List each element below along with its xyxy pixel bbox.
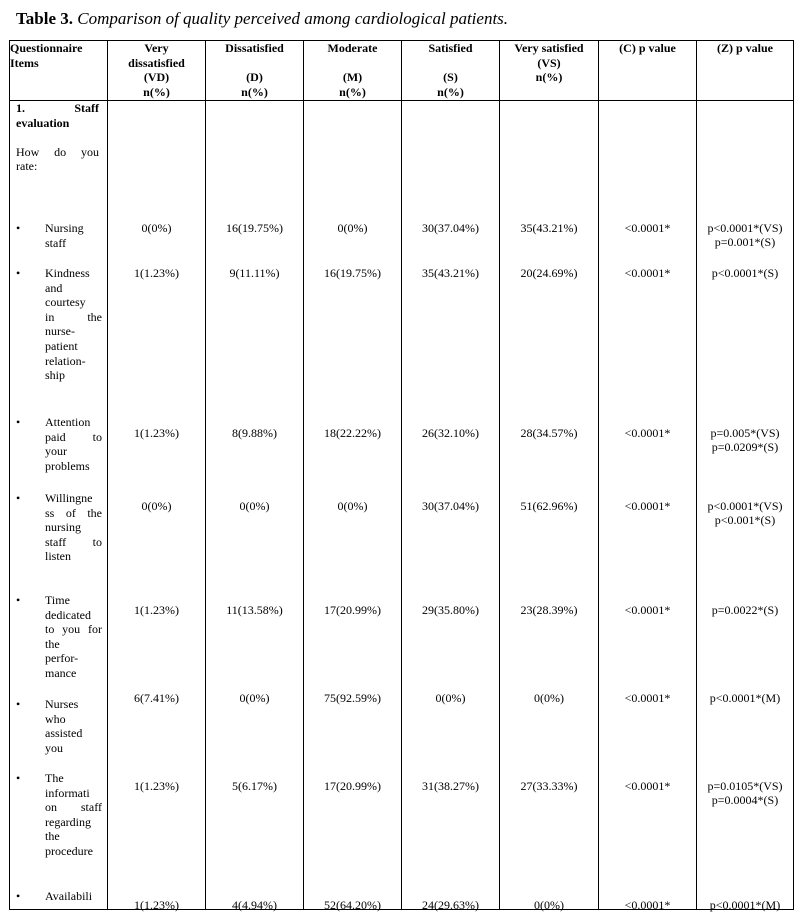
m-value: 75(92.59%) bbox=[324, 691, 381, 705]
bullet-icon: • bbox=[16, 415, 21, 429]
questionnaire-item bbox=[16, 491, 102, 564]
vs-value: 23(28.39%) bbox=[520, 603, 578, 617]
vs-value: 27(33.33%) bbox=[520, 779, 578, 793]
bullet-icon: • bbox=[16, 889, 21, 903]
item-label-line: regarding bbox=[45, 814, 91, 829]
item-label-line: paid to bbox=[45, 429, 102, 444]
item-label-line: ship bbox=[45, 368, 66, 383]
z-pvalue: p<0.0001*(M) bbox=[709, 898, 781, 912]
item-label-line: Attention bbox=[45, 415, 91, 429]
d-value: 11(13.58%) bbox=[226, 603, 283, 617]
m-value: 0(0%) bbox=[337, 221, 368, 235]
item-label-line: relation- bbox=[45, 353, 86, 368]
bullet-icon: • bbox=[16, 697, 21, 711]
item-label-line: Kindness bbox=[45, 266, 90, 280]
vs-value: 35(43.21%) bbox=[520, 221, 578, 235]
z-pvalue: p=0.0004*(S) bbox=[711, 793, 779, 807]
c-pvalue-column bbox=[599, 101, 697, 910]
m-value: 0(0%) bbox=[337, 499, 368, 513]
z-pvalue-column bbox=[697, 101, 794, 910]
s-value: 35(43.21%) bbox=[422, 266, 479, 280]
item-label bbox=[45, 593, 102, 681]
vd-value: 1(1.23%) bbox=[134, 426, 179, 440]
section-subtitle: How do you bbox=[16, 145, 99, 159]
d-value: 8(9.88%) bbox=[232, 426, 277, 440]
d-value: 5(6.17%) bbox=[232, 779, 277, 793]
item-label-line: Willingne bbox=[45, 491, 93, 505]
header-line bbox=[304, 56, 401, 71]
item-label bbox=[45, 221, 102, 250]
s-value: 30(37.04%) bbox=[422, 221, 479, 235]
c-pvalue: <0.0001* bbox=[624, 898, 671, 912]
item-label-line: courtesy bbox=[45, 295, 86, 310]
header-line: (VS) bbox=[537, 55, 561, 70]
vd-value: 1(1.23%) bbox=[134, 898, 179, 912]
z-pvalue: p<0.0001*(VS) bbox=[707, 499, 783, 513]
questionnaire-items-cell bbox=[10, 101, 108, 910]
c-pvalue-header bbox=[599, 41, 697, 101]
table-title: Comparison of quality perceived among cardiological patients. bbox=[77, 9, 509, 28]
dissatisfied-header bbox=[206, 41, 304, 101]
item-label-line: problems bbox=[45, 458, 90, 473]
item-label-line: procedure bbox=[45, 843, 93, 858]
z-pvalue: p=0.0022*(S) bbox=[711, 603, 779, 617]
item-label-line: staff bbox=[45, 235, 67, 250]
header-line: n(%) bbox=[535, 70, 563, 85]
vd-value: 6(7.41%) bbox=[134, 691, 179, 705]
item-label-line: who bbox=[45, 711, 66, 726]
c-pvalue: <0.0001* bbox=[624, 691, 671, 705]
item-label bbox=[45, 415, 102, 473]
vs-value: 20(24.69%) bbox=[520, 266, 578, 280]
questionnaire-item bbox=[16, 889, 102, 904]
item-label-line: your bbox=[45, 444, 67, 459]
z-pvalue-header bbox=[697, 41, 794, 101]
header-line: n(%) bbox=[143, 84, 170, 99]
item-label-line: mance bbox=[45, 665, 77, 680]
header-row bbox=[10, 41, 794, 101]
questionnaire-item bbox=[16, 697, 102, 755]
z-pvalue: p<0.0001*(M) bbox=[709, 691, 781, 705]
header-line bbox=[402, 56, 499, 71]
z-pvalue: p=0.001*(S) bbox=[714, 235, 776, 249]
d-value: 0(0%) bbox=[239, 499, 270, 513]
vs-value: 51(62.96%) bbox=[520, 499, 578, 513]
bullet-icon: • bbox=[16, 266, 21, 280]
bullet-icon: • bbox=[16, 593, 21, 607]
section-title-word2: evaluation bbox=[16, 115, 70, 130]
item-label-line: The bbox=[45, 771, 64, 785]
item-label-line: on staff bbox=[45, 800, 102, 815]
vd-value: 1(1.23%) bbox=[134, 603, 179, 617]
questionnaire-item bbox=[16, 221, 102, 250]
z-pvalue: p=0.005*(VS) bbox=[710, 426, 780, 440]
item-label-line: you bbox=[45, 740, 63, 755]
z-pvalue: p<0.0001*(S) bbox=[711, 266, 779, 280]
z-pvalue: p<0.001*(S) bbox=[714, 513, 776, 527]
d-value: 4(4.94%) bbox=[232, 898, 277, 912]
vd-value: 0(0%) bbox=[141, 221, 172, 235]
item-label-line: Nurses bbox=[45, 697, 79, 711]
item-label-line: nursing bbox=[45, 520, 81, 535]
questionnaire-item bbox=[16, 593, 102, 681]
c-pvalue: <0.0001* bbox=[624, 499, 671, 513]
item-label-line: the bbox=[45, 829, 60, 844]
m-value: 17(20.99%) bbox=[324, 603, 381, 617]
comparison-table bbox=[9, 40, 794, 910]
header-line: Dissatisfied bbox=[225, 41, 284, 55]
section-number: 1. bbox=[16, 101, 25, 115]
header-line bbox=[206, 56, 303, 71]
header-line: Very satisfied bbox=[514, 41, 584, 55]
questionnaire-item bbox=[16, 771, 102, 859]
z-pvalue: p=0.0209*(S) bbox=[711, 440, 779, 454]
item-label-line: listen bbox=[45, 549, 71, 564]
item-label bbox=[45, 266, 102, 383]
header-line: n(%) bbox=[241, 84, 268, 99]
header-line: (C) p value bbox=[619, 41, 676, 55]
section-row bbox=[10, 101, 794, 910]
c-pvalue: <0.0001* bbox=[624, 603, 671, 617]
d-column bbox=[206, 101, 304, 910]
s-value: 24(29.63%) bbox=[422, 898, 479, 912]
table-caption bbox=[16, 9, 786, 29]
questionnaire-item bbox=[16, 415, 102, 473]
item-label-line: staff to bbox=[45, 534, 102, 549]
item-label-line: nurse- bbox=[45, 324, 75, 339]
m-value: 18(22.22%) bbox=[324, 426, 381, 440]
header-line: dissatisfied bbox=[128, 55, 185, 70]
questionnaire-item bbox=[16, 266, 102, 383]
vs-column bbox=[500, 101, 599, 910]
z-pvalue: p<0.0001*(VS) bbox=[707, 221, 783, 235]
d-value: 9(11.11%) bbox=[229, 266, 280, 280]
item-label bbox=[45, 889, 102, 904]
section-title-word1: Staff bbox=[74, 101, 99, 115]
satisfied-header bbox=[402, 41, 500, 101]
bullet-icon: • bbox=[16, 771, 21, 785]
vd-value: 1(1.23%) bbox=[134, 779, 179, 793]
vd-column bbox=[108, 101, 206, 910]
header-line: Questionnaire bbox=[10, 41, 83, 55]
vs-value: 0(0%) bbox=[534, 898, 564, 912]
s-value: 31(38.27%) bbox=[422, 779, 479, 793]
m-value: 16(19.75%) bbox=[324, 266, 381, 280]
header-line: (S) bbox=[443, 70, 458, 85]
s-value: 0(0%) bbox=[435, 691, 466, 705]
c-pvalue: <0.0001* bbox=[624, 221, 671, 235]
z-pvalue: p=0.0105*(VS) bbox=[707, 779, 783, 793]
s-value: 30(37.04%) bbox=[422, 499, 479, 513]
m-value: 17(20.99%) bbox=[324, 779, 381, 793]
item-label-line: the bbox=[45, 636, 60, 651]
s-column bbox=[402, 101, 500, 910]
bullet-icon: • bbox=[16, 491, 21, 505]
d-value: 16(19.75%) bbox=[226, 221, 283, 235]
d-value: 0(0%) bbox=[239, 691, 270, 705]
moderate-header bbox=[304, 41, 402, 101]
c-pvalue: <0.0001* bbox=[624, 426, 671, 440]
item-label bbox=[45, 697, 102, 755]
header-line: Items bbox=[10, 55, 39, 70]
header-line: Moderate bbox=[327, 41, 378, 55]
vs-value: 0(0%) bbox=[534, 691, 564, 705]
header-line: n(%) bbox=[437, 84, 464, 99]
bullet-icon: • bbox=[16, 221, 21, 235]
c-pvalue: <0.0001* bbox=[624, 779, 671, 793]
item-label-line: to you for bbox=[45, 622, 102, 637]
s-value: 29(35.80%) bbox=[422, 603, 479, 617]
vs-value: 28(34.57%) bbox=[520, 426, 578, 440]
table-label: Table 3. bbox=[16, 9, 74, 28]
header-line: n(%) bbox=[339, 84, 366, 99]
header-line: (Z) p value bbox=[716, 41, 773, 55]
section-subtitle-2: rate: bbox=[16, 159, 38, 173]
header-line: (M) bbox=[342, 70, 363, 85]
s-value: 26(32.10%) bbox=[422, 426, 479, 440]
item-label-line: ss of the bbox=[45, 505, 102, 520]
header-line: (VD) bbox=[143, 70, 170, 85]
item-label-line: assisted bbox=[45, 726, 83, 741]
vd-value: 0(0%) bbox=[141, 499, 172, 513]
header-line: (D) bbox=[246, 70, 263, 85]
item-label-line: perfor- bbox=[45, 651, 79, 666]
item-label-line: dedicated bbox=[45, 607, 91, 622]
vd-value: 1(1.23%) bbox=[134, 266, 179, 280]
item-label bbox=[45, 771, 102, 859]
item-label-line: informati bbox=[45, 785, 90, 800]
item-label-line: Nursing bbox=[45, 221, 84, 235]
very-satisfied-header bbox=[500, 41, 599, 101]
header-line: Satisfied bbox=[428, 41, 473, 55]
header-line: Very bbox=[144, 41, 169, 55]
m-value: 52(64.20%) bbox=[324, 898, 381, 912]
item-label-line: Time bbox=[45, 593, 70, 607]
item-label bbox=[45, 491, 102, 564]
item-label-line: Availabili bbox=[45, 889, 93, 903]
item-label-line: and bbox=[45, 280, 63, 295]
item-label-line: in the bbox=[45, 309, 102, 324]
c-pvalue: <0.0001* bbox=[624, 266, 671, 280]
very-dissatisfied-header bbox=[108, 41, 206, 101]
section-heading bbox=[16, 101, 99, 130]
questionnaire-items-header bbox=[10, 41, 108, 101]
item-label-line: patient bbox=[45, 338, 78, 353]
m-column bbox=[304, 101, 402, 910]
